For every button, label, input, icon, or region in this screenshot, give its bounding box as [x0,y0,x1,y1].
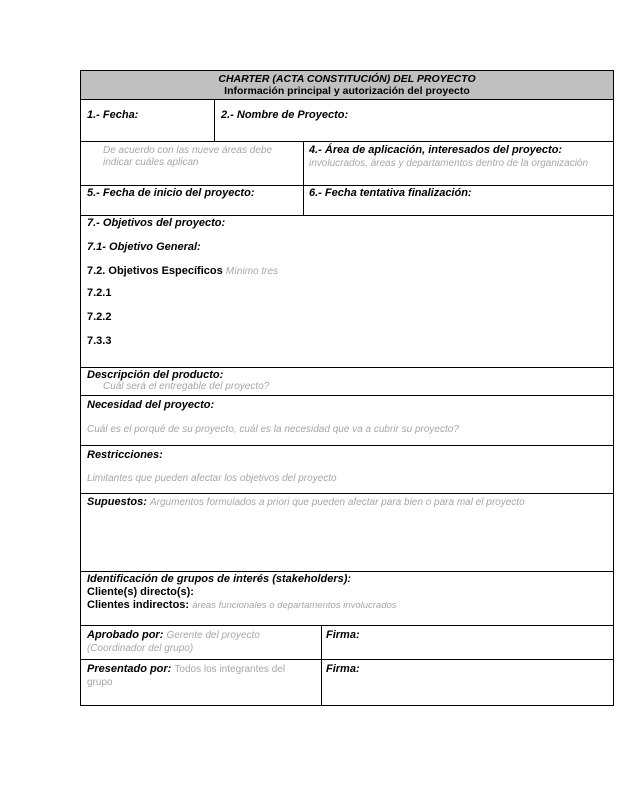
divider [303,141,304,185]
clientes-indirectos-cell [87,599,397,612]
objetivo-item: 7.3.3 [87,335,112,347]
stakeholders-label: Identificación de grupos de interés (stakeholders): [87,573,352,585]
clientes-indirectos-hint: áreas funcionales o departamentos involucrados [192,600,397,611]
form-title: CHARTER (ACTA CONSTITUCIÓN) DEL PROYECTO [218,73,476,85]
charter-form [80,70,614,706]
nombre-proyecto-label: 2.- Nombre de Proyecto: [221,109,349,121]
form-header [81,71,613,99]
form-subtitle: Información principal y autorización del proyecto [224,85,470,97]
divider [81,395,613,396]
objetivos-especificos-cell [87,265,278,278]
objetivos-title: 7.- Objetivos del proyecto: [87,217,226,229]
divider [81,141,613,142]
aprobado-cell [87,629,312,655]
descripcion-label: Descripción del producto: [87,369,224,381]
presentado-label: Presentado por: [87,663,172,675]
area-aplicacion-label: 4.- Área de aplicación, interesados del proyecto: [309,144,563,156]
divider [303,185,304,215]
divider [81,659,613,660]
divider [81,367,613,368]
supuestos-cell [87,496,607,509]
firma-presentado-label: Firma: [326,663,360,675]
objetivo-item: 7.2.1 [87,287,112,299]
restricciones-hint: Limitantes que pueden afectar los objetivos del proyecto [87,473,337,484]
descripcion-hint: Cuál será el entregable del proyecto? [103,381,270,392]
supuestos-label: Supuestos: [87,496,147,508]
area-aplicacion-hint: involucrados, áreas y departamentos dentro de la organización [309,158,589,169]
divider [81,185,613,186]
clientes-indirectos-label: Clientes indirectos: [87,599,190,611]
divider [81,571,613,572]
necesidad-hint: Cuál es el porqué de su proyecto, cuál es la necesidad que va a cubrir su proyecto? [87,424,459,435]
areas-hint: De acuerdo con las nueve áreas debe indicar cuáles aplican [103,145,273,168]
presentado-cell [87,663,312,689]
aprobado-label: Aprobado por: [87,629,164,641]
divider [321,625,322,705]
divider [81,493,613,494]
supuestos-hint: Argumentos formulados a priori que pueden afectar para bien o para mal el proyecto [149,497,525,508]
divider [214,99,215,141]
necesidad-label: Necesidad del proyecto: [87,399,215,411]
aprobado-hint: Gerente del proyecto (Coordinador del grupo) [87,630,260,654]
objetivo-general-label: 7.1- Objetivo General: [87,241,201,253]
divider [81,99,613,100]
fecha-inicio-label: 5.- Fecha de inicio del proyecto: [87,187,255,199]
divider [81,625,613,626]
firma-aprobado-label: Firma: [326,629,360,641]
objetivo-item: 7.2.2 [87,311,112,323]
fecha-finalizacion-label: 6.- Fecha tentativa finalización: [309,187,472,199]
objetivos-especificos-hint: Mínimo tres [225,266,279,277]
fecha-label: 1.- Fecha: [87,109,139,121]
restricciones-label: Restricciones: [87,449,163,461]
objetivos-especificos-label: 7.2. Objetivos Específicos [87,265,223,277]
divider [81,445,613,446]
clientes-directos-label: Cliente(s) directo(s): [87,586,194,598]
presentado-hint: Todos los integrantes del grupo [87,664,286,688]
area-aplicacion-cell [309,144,609,170]
divider [81,215,613,216]
